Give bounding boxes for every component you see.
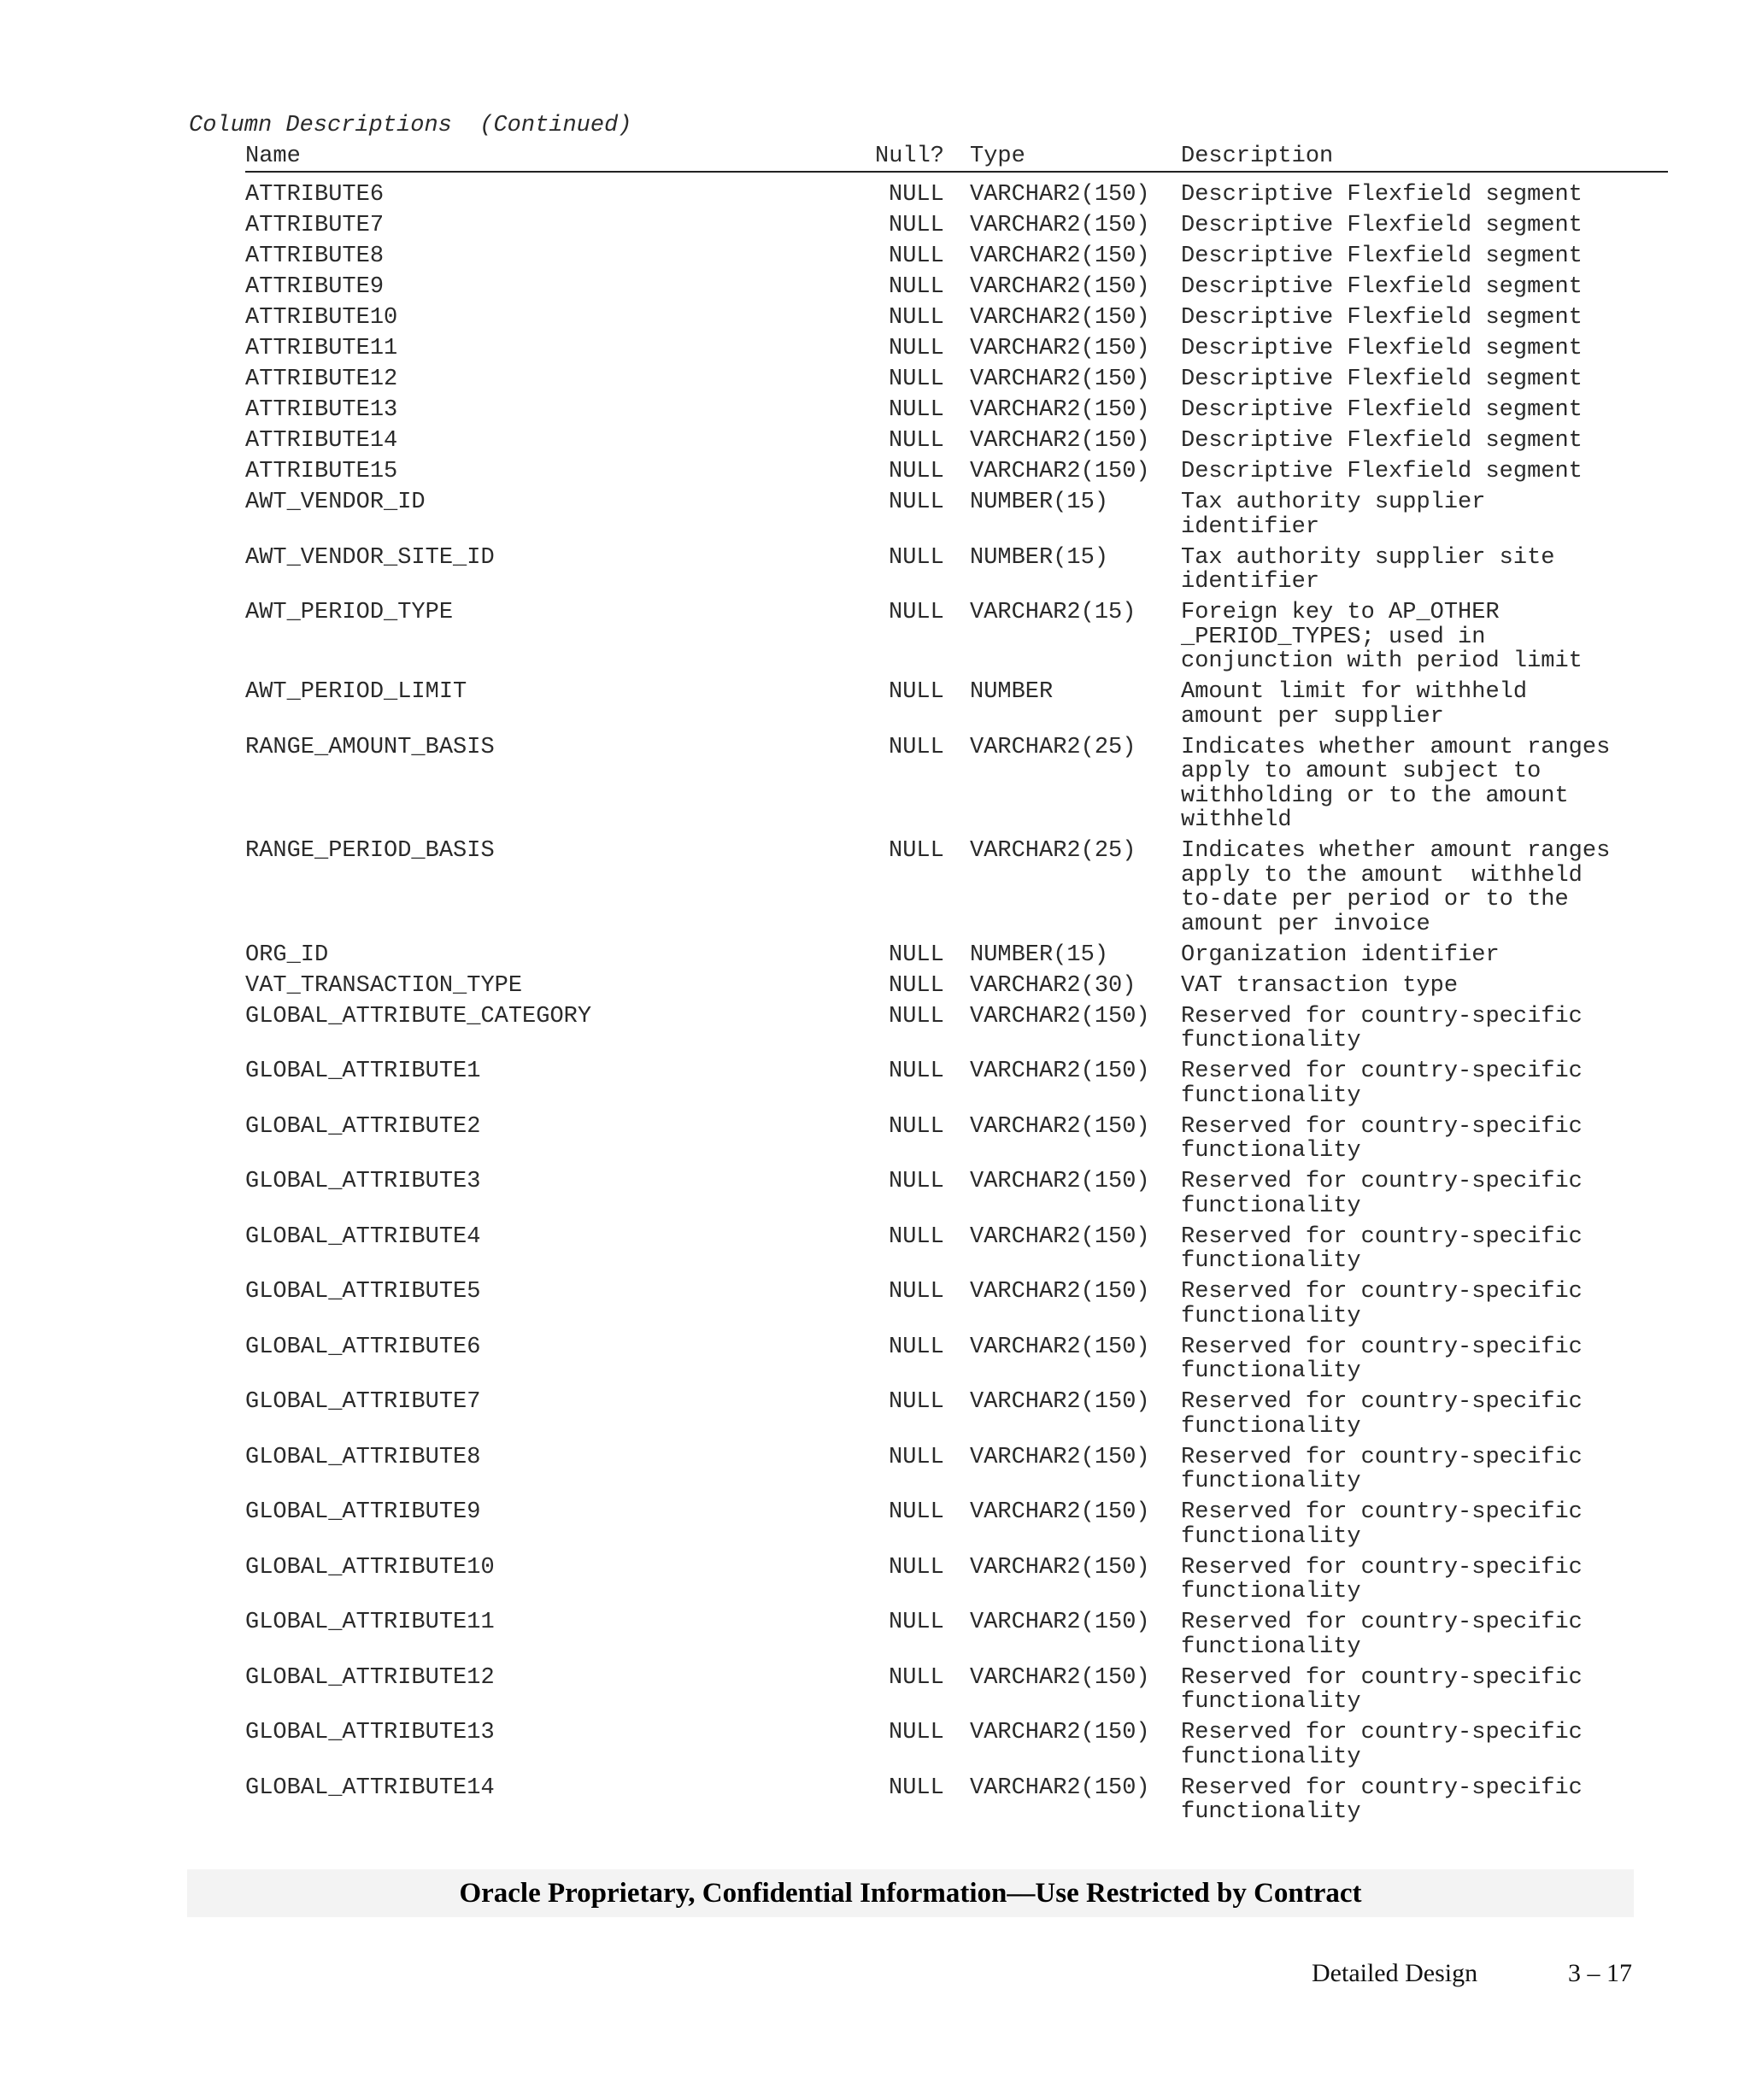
column-type: VARCHAR2(150)	[970, 1499, 1150, 1525]
column-name: RANGE_PERIOD_BASIS	[245, 838, 495, 864]
table-row	[0, 1059, 1750, 1108]
column-description: Reserved for country-specific functionality	[1181, 1720, 1583, 1770]
column-null: NULL	[889, 1389, 944, 1415]
table-row	[0, 839, 1750, 936]
column-name: AWT_PERIOD_LIMIT	[245, 679, 467, 705]
column-type: VARCHAR2(150)	[970, 1664, 1150, 1691]
column-type: VARCHAR2(150)	[970, 367, 1150, 392]
column-description: Reserved for country-specific functionality	[1181, 1499, 1583, 1550]
table-row	[0, 1666, 1750, 1715]
column-null: NULL	[889, 1774, 944, 1801]
column-name: ATTRIBUTE12	[245, 367, 398, 392]
column-type: VARCHAR2(150)	[970, 1059, 1150, 1084]
table-row	[0, 214, 1750, 238]
column-name: VAT_TRANSACTION_TYPE	[245, 972, 523, 999]
column-null: NULL	[889, 1499, 944, 1525]
column-type: VARCHAR2(150)	[970, 1720, 1150, 1745]
column-null: NULL	[889, 305, 944, 331]
column-description: Reserved for country-specific functionality	[1181, 1334, 1583, 1384]
column-null: NULL	[889, 367, 944, 392]
table-row	[0, 398, 1750, 423]
column-description: Descriptive Flexfield segment	[1181, 305, 1583, 331]
column-description: Tax authority supplier identifier	[1181, 490, 1486, 540]
table-row	[0, 337, 1750, 361]
column-name: GLOBAL_ATTRIBUTE7	[245, 1389, 481, 1415]
column-type: VARCHAR2(150)	[970, 213, 1150, 238]
table-row	[0, 1446, 1750, 1494]
column-name: GLOBAL_ATTRIBUTE2	[245, 1113, 481, 1140]
column-type: VARCHAR2(150)	[970, 397, 1150, 423]
column-description: Descriptive Flexfield segment	[1181, 243, 1583, 269]
table-row	[0, 1280, 1750, 1329]
column-null: NULL	[889, 1169, 944, 1194]
column-type: VARCHAR2(150)	[970, 1169, 1150, 1194]
column-type: VARCHAR2(150)	[970, 1334, 1150, 1360]
table-row	[0, 367, 1750, 392]
column-description: VAT transaction type	[1181, 972, 1459, 999]
column-name: GLOBAL_ATTRIBUTE5	[245, 1279, 481, 1305]
column-description: Reserved for country-specific functionality	[1181, 1113, 1583, 1164]
column-type: VARCHAR2(150)	[970, 1279, 1150, 1305]
column-name: GLOBAL_ATTRIBUTE_CATEGORY	[245, 1003, 592, 1029]
column-null: NULL	[889, 600, 944, 625]
column-name: ATTRIBUTE8	[245, 243, 385, 269]
header-rule	[245, 171, 1668, 173]
header-name: Name	[245, 144, 301, 169]
column-null: NULL	[889, 182, 944, 208]
column-name: ATTRIBUTE6	[245, 182, 385, 208]
column-description: Reserved for country-specific functionality	[1181, 1279, 1583, 1329]
column-null: NULL	[889, 1720, 944, 1745]
column-description: Descriptive Flexfield segment	[1181, 336, 1583, 361]
column-description: Reserved for country-specific functionality	[1181, 1169, 1583, 1219]
column-null: NULL	[889, 336, 944, 361]
column-name: ATTRIBUTE7	[245, 213, 385, 238]
column-description: Descriptive Flexfield segment	[1181, 182, 1583, 208]
column-description: Reserved for country-specific functionality	[1181, 1389, 1583, 1440]
confidential-notice: Oracle Proprietary, Confidential Information––Use Restricted by Contract	[187, 1869, 1634, 1917]
column-type: VARCHAR2(150)	[970, 1223, 1150, 1250]
column-null: NULL	[889, 1444, 944, 1470]
column-type: VARCHAR2(150)	[970, 182, 1150, 208]
column-type: NUMBER(15)	[970, 490, 1109, 515]
column-type: VARCHAR2(150)	[970, 274, 1150, 300]
column-description: Amount limit for withheld amount per supplier	[1181, 679, 1528, 730]
column-type: VARCHAR2(150)	[970, 243, 1150, 269]
column-name: GLOBAL_ATTRIBUTE1	[245, 1059, 481, 1084]
column-null: NULL	[889, 972, 944, 999]
column-type: VARCHAR2(150)	[970, 459, 1150, 484]
column-null: NULL	[889, 1554, 944, 1581]
column-name: GLOBAL_ATTRIBUTE3	[245, 1169, 481, 1194]
column-name: GLOBAL_ATTRIBUTE6	[245, 1334, 481, 1360]
table-row	[0, 1005, 1750, 1053]
column-type: VARCHAR2(25)	[970, 838, 1136, 864]
header-type: Type	[970, 144, 1025, 169]
column-name: ATTRIBUTE9	[245, 274, 385, 300]
table-row	[0, 429, 1750, 454]
column-name: ORG_ID	[245, 941, 329, 968]
column-name: ATTRIBUTE14	[245, 428, 398, 454]
column-description: Descriptive Flexfield segment	[1181, 397, 1583, 423]
column-description: Descriptive Flexfield segment	[1181, 367, 1583, 392]
column-null: NULL	[889, 838, 944, 864]
table-row	[0, 1500, 1750, 1549]
table-caption: Column Descriptions (Continued)	[189, 113, 632, 138]
table-row	[0, 736, 1750, 833]
column-description: Organization identifier	[1181, 941, 1500, 968]
column-description: Foreign key to AP_OTHER _PERIOD_TYPES; used in conjunction with period limit	[1181, 600, 1583, 674]
footer-section-title: Detailed Design	[1312, 1959, 1478, 1987]
column-name: AWT_VENDOR_SITE_ID	[245, 544, 495, 571]
table-row	[0, 1390, 1750, 1439]
table-row	[0, 1170, 1750, 1218]
column-name: GLOBAL_ATTRIBUTE10	[245, 1554, 495, 1581]
column-null: NULL	[889, 243, 944, 269]
column-type: VARCHAR2(150)	[970, 1003, 1150, 1029]
column-type: NUMBER(15)	[970, 941, 1109, 968]
column-description: Indicates whether amount ranges apply to amount subject to withholding or to the amount withheld	[1181, 734, 1611, 833]
column-type: VARCHAR2(150)	[970, 1554, 1150, 1581]
table-row	[0, 943, 1750, 968]
column-description: Reserved for country-specific functionality	[1181, 1664, 1583, 1715]
column-description: Descriptive Flexfield segment	[1181, 274, 1583, 300]
column-description: Reserved for country-specific functionality	[1181, 1223, 1583, 1274]
table-row	[0, 974, 1750, 999]
table-row	[0, 1115, 1750, 1164]
column-description: Descriptive Flexfield segment	[1181, 459, 1583, 484]
column-null: NULL	[889, 1279, 944, 1305]
column-type: NUMBER	[970, 679, 1054, 705]
column-description: Indicates whether amount ranges apply to the amount withheld to-date per period or to the amount per invoice	[1181, 838, 1611, 937]
column-null: NULL	[889, 941, 944, 968]
table-row	[0, 244, 1750, 269]
column-type: VARCHAR2(150)	[970, 1113, 1150, 1140]
column-null: NULL	[889, 213, 944, 238]
table-row	[0, 1225, 1750, 1274]
column-null: NULL	[889, 1003, 944, 1029]
column-null: NULL	[889, 459, 944, 484]
table-row	[0, 306, 1750, 331]
column-name: ATTRIBUTE11	[245, 336, 398, 361]
column-null: NULL	[889, 1223, 944, 1250]
column-description: Reserved for country-specific functionality	[1181, 1774, 1583, 1825]
column-type: NUMBER(15)	[970, 544, 1109, 571]
column-description: Reserved for country-specific functionality	[1181, 1444, 1583, 1494]
column-name: GLOBAL_ATTRIBUTE11	[245, 1610, 495, 1635]
column-type: VARCHAR2(25)	[970, 734, 1136, 760]
column-null: NULL	[889, 1664, 944, 1691]
table-row	[0, 490, 1750, 539]
column-type: VARCHAR2(150)	[970, 428, 1150, 454]
column-name: GLOBAL_ATTRIBUTE14	[245, 1774, 495, 1801]
header-description: Description	[1181, 144, 1334, 169]
column-type: VARCHAR2(150)	[970, 1610, 1150, 1635]
column-description: Reserved for country-specific functionality	[1181, 1003, 1583, 1053]
table-row	[0, 275, 1750, 300]
column-name: ATTRIBUTE10	[245, 305, 398, 331]
column-description: Reserved for country-specific functionality	[1181, 1059, 1583, 1109]
column-null: NULL	[889, 734, 944, 760]
column-description: Reserved for country-specific functionality	[1181, 1554, 1583, 1604]
column-name: GLOBAL_ATTRIBUTE8	[245, 1444, 481, 1470]
table-row	[0, 1610, 1750, 1659]
column-null: NULL	[889, 1113, 944, 1140]
table-body	[0, 183, 1750, 1831]
column-null: NULL	[889, 274, 944, 300]
table-row	[0, 601, 1750, 674]
table-row	[0, 1721, 1750, 1769]
column-type: VARCHAR2(150)	[970, 336, 1150, 361]
table-row	[0, 1556, 1750, 1604]
table-row	[0, 1335, 1750, 1384]
table-row	[0, 1776, 1750, 1825]
column-name: ATTRIBUTE15	[245, 459, 398, 484]
table-row	[0, 546, 1750, 595]
column-name: GLOBAL_ATTRIBUTE4	[245, 1223, 481, 1250]
table-row	[0, 183, 1750, 208]
column-name: GLOBAL_ATTRIBUTE9	[245, 1499, 481, 1525]
header-null: Null?	[875, 144, 945, 169]
column-name: AWT_VENDOR_ID	[245, 490, 426, 515]
column-null: NULL	[889, 1610, 944, 1635]
column-type: VARCHAR2(150)	[970, 1774, 1150, 1801]
column-name: AWT_PERIOD_TYPE	[245, 600, 454, 625]
column-null: NULL	[889, 1334, 944, 1360]
column-null: NULL	[889, 679, 944, 705]
column-null: NULL	[889, 544, 944, 571]
column-type: VARCHAR2(150)	[970, 305, 1150, 331]
column-name: GLOBAL_ATTRIBUTE13	[245, 1720, 495, 1745]
column-description: Reserved for country-specific functionality	[1181, 1610, 1583, 1660]
column-type: VARCHAR2(15)	[970, 600, 1136, 625]
column-description: Tax authority supplier site identifier	[1181, 544, 1555, 595]
column-null: NULL	[889, 1059, 944, 1084]
footer-page-number: 3 – 17	[1568, 1959, 1632, 1987]
column-description: Descriptive Flexfield segment	[1181, 213, 1583, 238]
column-name: ATTRIBUTE13	[245, 397, 398, 423]
column-type: VARCHAR2(30)	[970, 972, 1136, 999]
table-row	[0, 460, 1750, 484]
column-null: NULL	[889, 397, 944, 423]
column-type: VARCHAR2(150)	[970, 1444, 1150, 1470]
column-null: NULL	[889, 428, 944, 454]
column-description: Descriptive Flexfield segment	[1181, 428, 1583, 454]
column-type: VARCHAR2(150)	[970, 1389, 1150, 1415]
column-null: NULL	[889, 490, 944, 515]
column-name: GLOBAL_ATTRIBUTE12	[245, 1664, 495, 1691]
column-name: RANGE_AMOUNT_BASIS	[245, 734, 495, 760]
table-row	[0, 680, 1750, 729]
